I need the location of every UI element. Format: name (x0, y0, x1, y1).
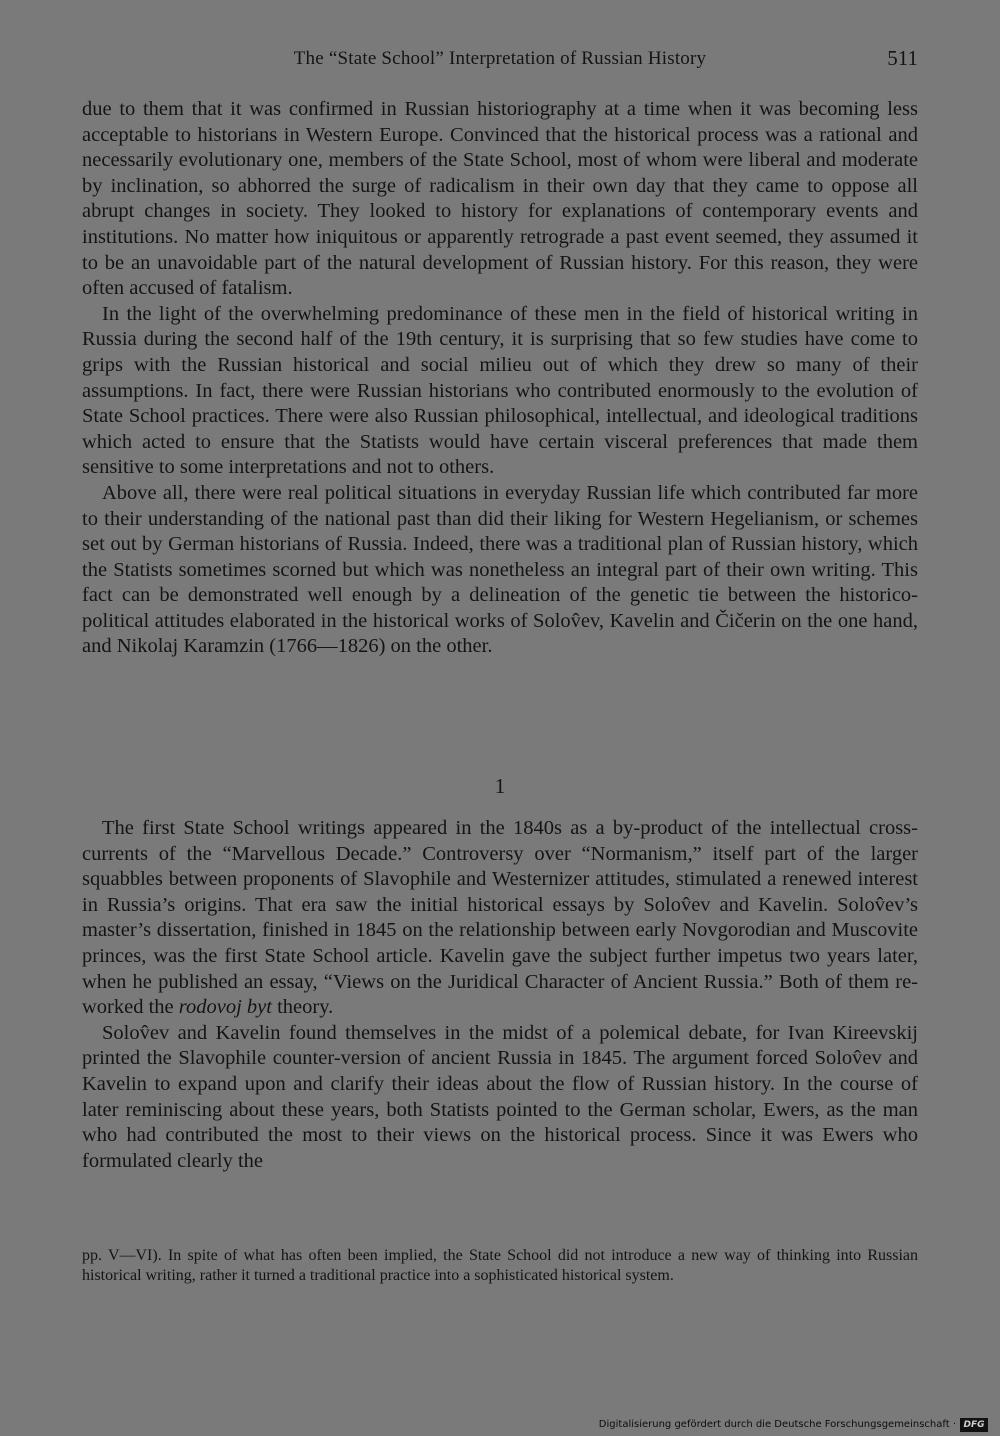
body-text (82, 97, 918, 660)
digitization-credit: Digitalisierung gefördert durch die Deutsche Forschungsgemeinschaft · (598, 1419, 956, 1430)
section-body-text (82, 816, 918, 1174)
paragraph-2: In the light of the overwhelming predominance of these men in the field of historical writing in Russia during the second half of the 19th century, it is surprising that so few studies have come to grips with the Russian historical and social milieu out of which they drew so many of their assumptions. In fact, there were Russian historians who contributed enormously to the evolution of State School practices. There were also Russian philosophical, intellectual, and ideological traditions which acted to ensure that the Statists would have certain visceral preferences that made them sensitive to some interpretations and not to others. (82, 302, 918, 479)
page-header (82, 46, 918, 76)
section-paragraph-1-text-a: The first State School writings appeared in the 1840s as a by-product of the intellectual cross-currents of the “Marvellous Decade.” Controversy over “Normanism,” itself part of the larger squabbles between proponents of Slavophile and Westernizer attitudes, stimulated a renewed interest in Russia’s origins. That era saw the initial historical essays by Solov̂ev and Kavelin. Solov̂ev’s master’s dissertation, finished in 1845 on the relationship between early Novgorodian and Muscovite princes, was the first State School article. Kavelin gave the subject further impetus two years later, when he published an essay, “Views on the Juridical Character of Ancient Russia.” Both of them re-worked the (82, 817, 918, 1019)
section-number: 1 (494, 774, 506, 798)
section-paragraph-2: Solov̂ev and Kavelin found themselves in the midst of a polemical debate, for Ivan Kireevskij printed the Slavophile counter-version of ancient Russia in 1845. The argument forced Solov̂ev and Kavelin to expand upon and clarify their ideas about the flow of Russian history. In the course of later reminiscing about these years, both Statists pointed to the German scholar, Ewers, as the man who had contributed the most to their views on the historical process. Since it was Ewers who formulated clearly the (82, 1021, 918, 1172)
page-number: 511 (887, 46, 918, 70)
paragraph-1: due to them that it was confirmed in Russian historiography at a time when it was becoming less acceptable to historians in Western Europe. Convinced that the historical process was a rational and necessarily evolutionary one, members of the State School, most of whom were liberal and moderate by inclination, so abhorred the surge of radicalism in their own day that they came to oppose all abrupt changes in society. They looked to history for explanations of contemporary events and institutions. No matter how iniquitous or apparently retrograde a past event seemed, they assumed it to be an unavoidable part of the natural development of Russian history. For this reason, they were often accused of fatalism. (82, 98, 918, 300)
running-title: The “State School” Interpretation of Russian History (293, 48, 707, 69)
footnote: pp. V—VI). In spite of what has often been implied, the State School did not introduce a new way of thinking into Russian historical writing, rather it turned a traditional practice into a sophisticated historical system. (82, 1247, 918, 1284)
section-paragraph-1-text-b: theory. (271, 996, 334, 1019)
dfg-logo: DFG (960, 1418, 988, 1432)
paragraph-3: Above all, there were real political situations in everyday Russian life which contributed far more to their understanding of the national past than did their liking for Western Hegelianism, or schemes set out by German historians of Russia. Indeed, there was a traditional plan of Russian history, which the Statists sometimes scorned but which was nonetheless an integral part of their own writing. This fact can be demonstrated well enough by a delineation of the genetic tie between the historico-political attitudes elaborated in the historical works of Solov̂ev, Kavelin and Čičerin on the one hand, and Nikolaj Karamzin (1766—1826) on the other. (82, 481, 918, 658)
rodovoj-byt-term: rodovoj byt (178, 996, 272, 1019)
section-paragraph-1 (82, 816, 918, 1021)
